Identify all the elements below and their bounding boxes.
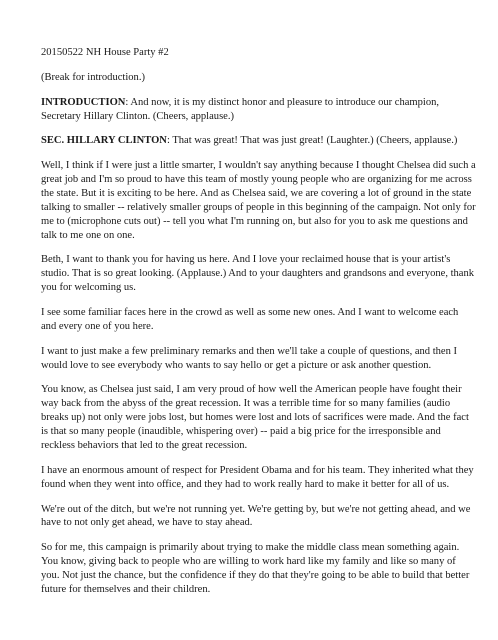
speaker-label: INTRODUCTION [41,96,126,108]
paragraph [41,253,476,295]
speaker-label: SEC. HILLARY CLINTON [41,135,167,147]
paragraph-text: You know, as Chelsea just said, I am very proud of how well the American people have fought their way back from the abyss of the great recession. It was a terrible time for so many families (audio breaks up) not only were jobs lost, but homes were lost and lots of sacrifices were made. And the fact is that so many people (inaudible, whispering over) -- paid a big price for the irresponsible and reckless behaviors that led to the great recession. [41,384,469,452]
paragraph-text: Beth, I want to thank you for having us here. And I love your reclaimed house that is your artist's studio. That is so great looking. (Applause.) And to your daughters and grandsons and everyone, thank you for welcoming us. [41,254,475,294]
paragraph-break-note [41,71,476,85]
paragraph [41,159,476,242]
paragraph [41,503,476,531]
paragraph-text: We're out of the ditch, but we're not running yet. We're getting by, but we're not getting ahead, and we have to not only get ahead, we have to stay ahead. [41,503,471,529]
paragraph-text: (Break for introduction.) [41,71,145,83]
paragraph [41,306,476,334]
paragraph [41,345,476,373]
paragraph-text: I have an enormous amount of respect for President Obama and for his team. They inherited what they found when they went into office, and they had to work really hard to make it better for all of us. [41,464,474,490]
paragraph-text: : And now, it is my distinct honor and pleasure to introduce our champion, Secretary Hillary Clinton. (Cheers, applause.) [41,96,440,122]
paragraph-text: Well, I think if I were just a little smarter, I wouldn't say anything because I thought Chelsea did such a great job and I'm so proud to have this team of mostly young people who are organizing for me across the state. But it is exciting to be here. And as Chelsea said, we are covering a lot of ground in the state talking to smaller -- relatively smaller groups of people in this beginning of the campaign. Not only for me to (microphone cuts out) -- tell you what I'm running on, but also for you to ask me questions and talk to me one on one. [41,160,476,241]
paragraph-introduction [41,96,476,124]
paragraph-text: So for me, this campaign is primarily about trying to make the middle class mean something again. You know, giving back to people who are willing to work hard like my family and like so many of you. Not just the chance, but the confidence if they do that they're going to be able to build that better future for themselves and their children. [41,542,470,595]
paragraph-text: I see some familiar faces here in the crowd as well as some new ones. And I want to welcome each and every one of you here. [41,307,459,332]
paragraph [41,383,476,453]
paragraph-clinton-opening [41,134,476,148]
paragraph [41,464,476,492]
paragraph-text: : That was great! That was just great! (Laughter.) (Cheers, applause.) [166,135,458,147]
document-header: 20150522 NH House Party #2 [41,47,169,58]
paragraph [41,541,476,597]
paragraph-text: I want to just make a few preliminary remarks and then we'll take a couple of questions, and then I would love to see everybody who wants to say hello or get a picture or ask another question. [41,345,458,371]
